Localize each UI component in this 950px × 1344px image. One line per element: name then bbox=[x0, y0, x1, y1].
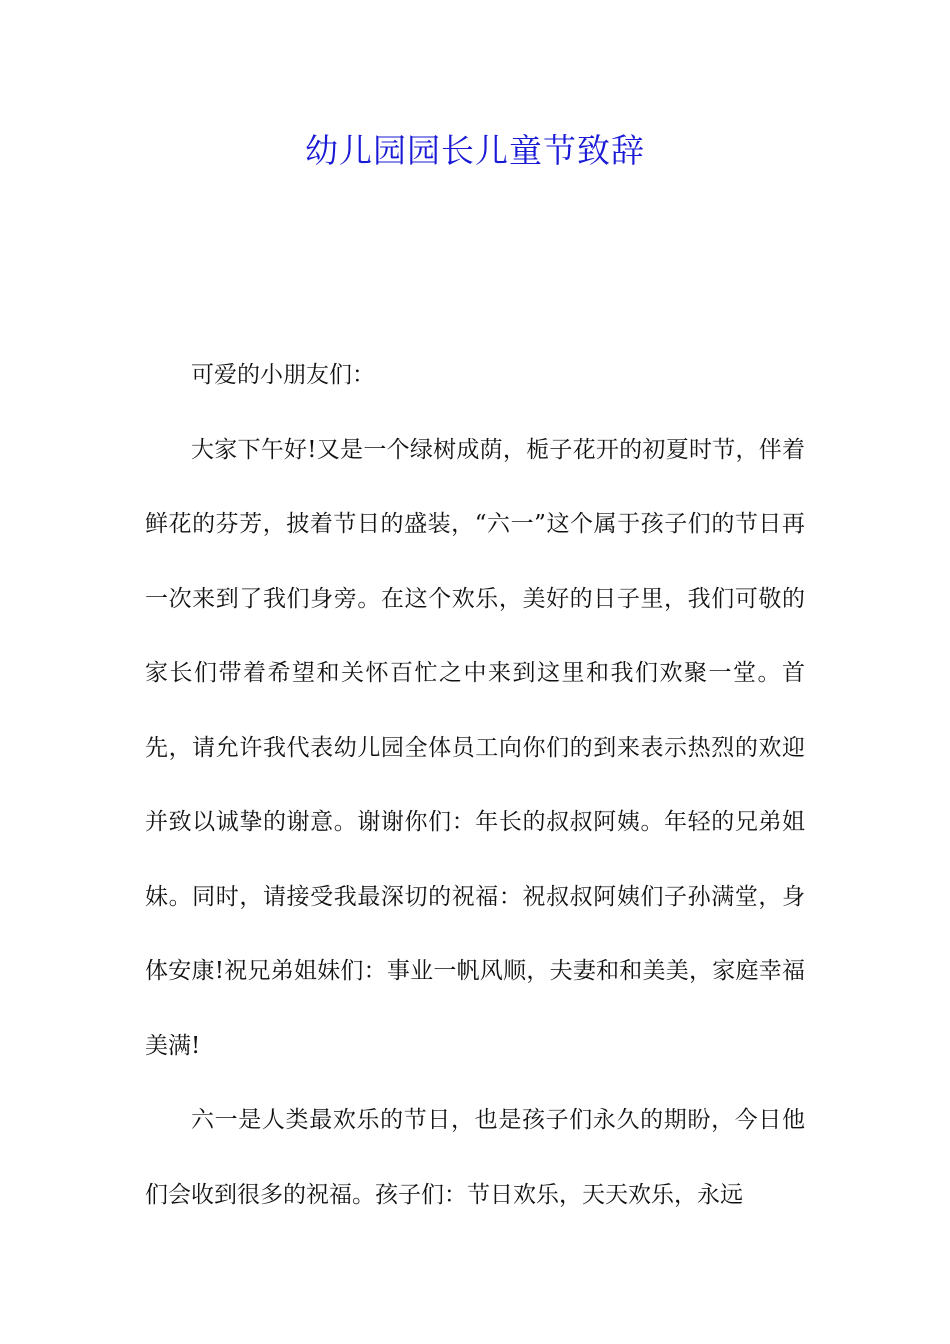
paragraph-2: 六一是人类最欢乐的节日，也是孩子们永久的期盼，今日他们会收到很多的祝福。孩子们：节日欢乐，天天欢乐，永远 bbox=[145, 1107, 805, 1208]
document-body bbox=[145, 338, 805, 1232]
paragraph-1: 大家下午好!又是一个绿树成荫，栀子花开的初夏时节，伴着鲜花的芬芳，披着节日的盛装，“六一”这个属于孩子们的节日再一次来到了我们身旁。在这个欢乐，美好的日子里，我们可敬的家长们带着希望和关怀百忙之中来到这里和我们欢聚一堂。首先，请允许我代表幼儿园全体员工向你们的到来表示热烈的欢迎并致以诚挚的谢意。谢谢你们：年长的叔叔阿姨。年轻的兄弟姐妹。同时，请接受我最深切的祝福：祝叔叔阿姨们子孙满堂，身体安康!祝兄弟姐妹们：事业一帆风顺，夫妻和和美美，家庭幸福美满! bbox=[145, 436, 805, 1059]
salutation: 可爱的小朋友们： bbox=[191, 362, 375, 388]
document-title: 幼儿园园长儿童节致辞 bbox=[305, 131, 645, 170]
